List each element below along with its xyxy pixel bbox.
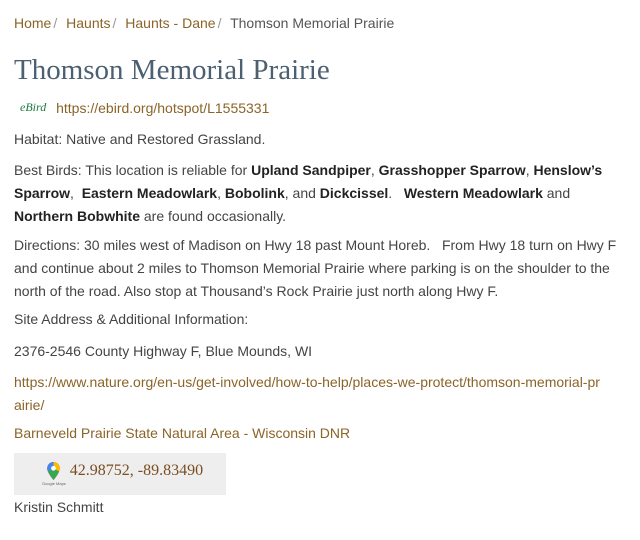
ebird-row: [20, 100, 269, 117]
breadcrumb-current: Thomson Memorial Prairie: [230, 15, 395, 31]
separator: ,: [370, 162, 379, 178]
breadcrumb-haunts[interactable]: Haunts: [66, 15, 111, 31]
bird-grasshopper-sparrow: Grasshopper Sparrow: [378, 162, 526, 178]
ebird-logo-text: eBird: [20, 100, 47, 114]
separator: , and: [284, 185, 320, 201]
bird-western-meadowlark: Western Meadowlark: [403, 185, 543, 201]
ebird-link[interactable]: https://ebird.org/hotspot/L1555331: [56, 100, 270, 116]
google-maps-pin-icon: [42, 462, 66, 486]
breadcrumb-separator: /: [217, 15, 222, 31]
breadcrumb: [14, 14, 394, 32]
separator: ,: [217, 185, 225, 201]
nature-link-paragraph: [14, 371, 604, 417]
page-title: Thomson Memorial Prairie: [14, 54, 330, 86]
nature-link[interactable]: https://www.nature.org/en-us/get-involved/how-to-help/places-we-protect/thomson-memorial-prairie/: [14, 374, 600, 413]
breadcrumb-home[interactable]: Home: [14, 15, 52, 31]
breadcrumb-separator: /: [53, 15, 58, 31]
dnr-link-paragraph: [14, 422, 620, 445]
separator: and: [542, 185, 571, 201]
bird-dickcissel: Dickcissel: [319, 185, 389, 201]
breadcrumb-haunts-dane[interactable]: Haunts - Dane: [125, 15, 216, 31]
best-birds-intro: Best Birds: This location is reliable for: [14, 162, 252, 178]
bird-henslows-sparrow: Henslow’s Sparrow: [14, 162, 603, 201]
bird-eastern-meadowlark: Eastern Meadowlark: [81, 185, 218, 201]
gps-box[interactable]: [14, 453, 226, 495]
bird-upland-sandpiper: Upland Sandpiper: [251, 162, 371, 178]
best-birds-tail: are found occasionally.: [140, 208, 287, 224]
bird-bobolink: Bobolink: [224, 185, 285, 201]
separator: .: [388, 185, 393, 201]
breadcrumb-separator: /: [112, 15, 117, 31]
directions-text: Directions: 30 miles west of Madison on Hwy 18 past Mount Horeb. From Hwy 18 turn on Hwy F and continue about 2 miles to Thomson Memorial Prairie where parking is on the shoulder to the north of the road. Also stop at Thousand’s Rock Prairie just north along Hwy F.: [14, 237, 621, 299]
author-name: Kristin Schmitt: [14, 499, 104, 515]
ebird-logo-icon: [20, 100, 46, 114]
address-text: 2376-2546 County Highway F, Blue Mounds, WI: [14, 343, 313, 359]
google-maps-label: Google Maps: [42, 481, 66, 486]
gps-coordinates[interactable]: 42.98752, -89.83490: [69, 462, 204, 479]
bird-northern-bobwhite: Northern Bobwhite: [14, 208, 140, 224]
separator: ,: [525, 162, 534, 178]
dnr-link[interactable]: Barneveld Prairie State Natural Area - Wisconsin DNR: [14, 425, 351, 441]
best-birds-text: [14, 159, 620, 228]
map-pin-icon: [47, 462, 60, 480]
site-info-label: Site Address & Additional Information:: [14, 311, 249, 327]
habitat-text: Habitat: Native and Restored Grassland.: [14, 131, 266, 147]
separator: ,: [70, 185, 78, 201]
